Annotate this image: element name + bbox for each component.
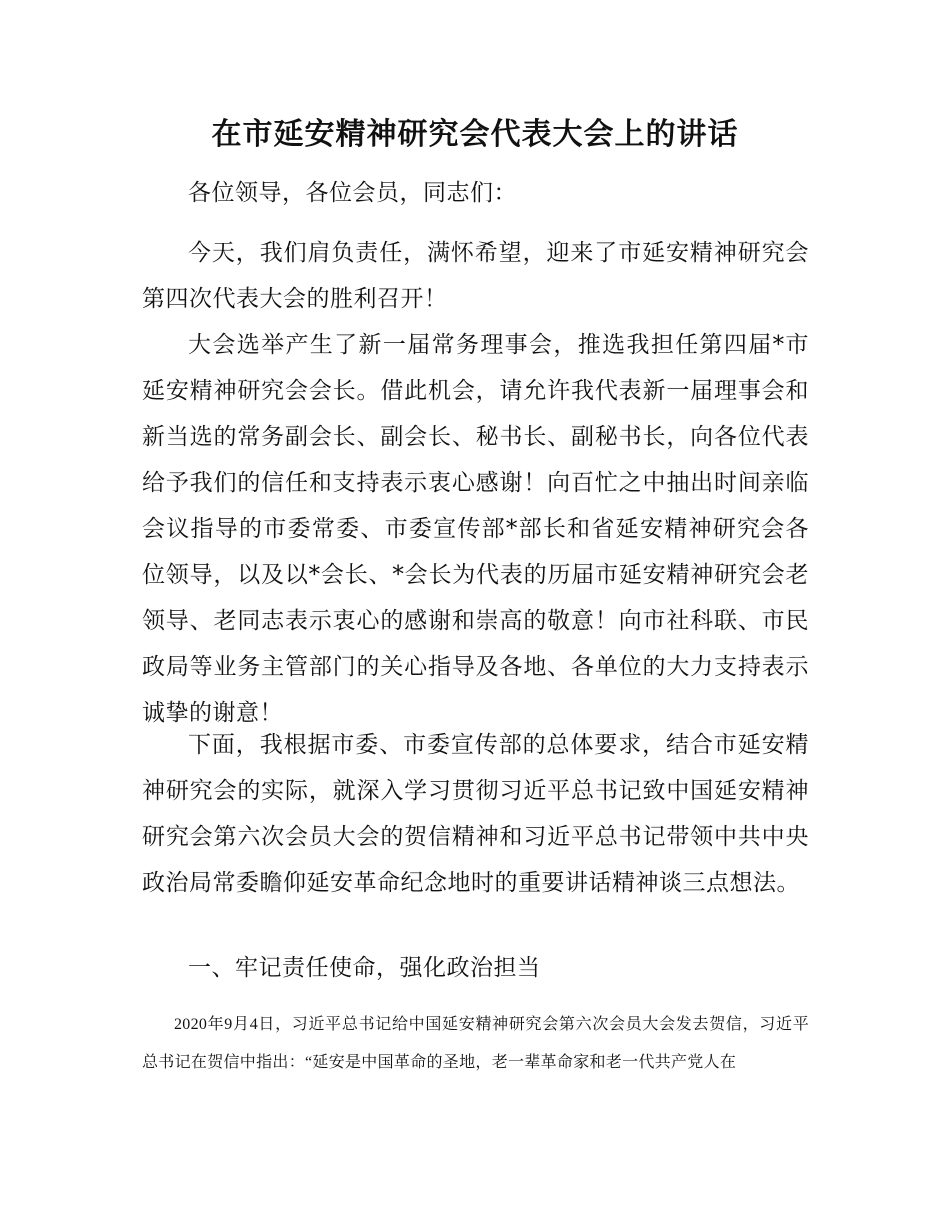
paragraph-opening: 今天，我们肩负责任，满怀希望，迎来了市延安精神研究会第四次代表大会的胜利召开！ xyxy=(142,240,809,312)
document-title: 在市延安精神研究会代表大会上的讲话 xyxy=(211,117,739,152)
paragraph-outline: 下面，我根据市委、市委宣传部的总体要求，结合市延安精神研究会的实际，就深入学习贯彻习近平总书记致中国延安精神研究会第六次会员大会的贺信精神和习近平总书记带领中共中央政治局常委瞻仰延安革命纪念地时的重要讲话精神谈三点想法。 xyxy=(142,732,809,896)
section-heading: 一、牢记责任使命，强化政治担当 xyxy=(188,955,541,981)
paragraph-thanks: 大会选举产生了新一届常务理事会，推选我担任第四届*市延安精神研究会会长。借此机会，请允许我代表新一届理事会和新当选的常务副会长、副会长、秘书长、副秘书长，向各位代表给予我们的信任和支持表示衷心感谢！向百忙之中抽出时间亲临会议指导的市委常委、市委宣传部*部长和省延安精神研究会各位领导，以及以*会长、*会长为代表的历届市延安精神研究会老领导、老同志表示衷心的感谢和崇高的敬意！向市社科联、市民政局等业务主管部门的关心指导及各地、各单位的大力支持表示诚挚的谢意！ xyxy=(142,332,809,726)
section-paragraph: 2020年9月4日，习近平总书记给中国延安精神研究会第六次会员大会发去贺信，习近平总书记在贺信中指出：“延安是中国革命的圣地，老一辈革命家和老一代共产党人在 xyxy=(142,1016,809,1071)
salutation: 各位领导，各位会员，同志们： xyxy=(188,180,517,206)
